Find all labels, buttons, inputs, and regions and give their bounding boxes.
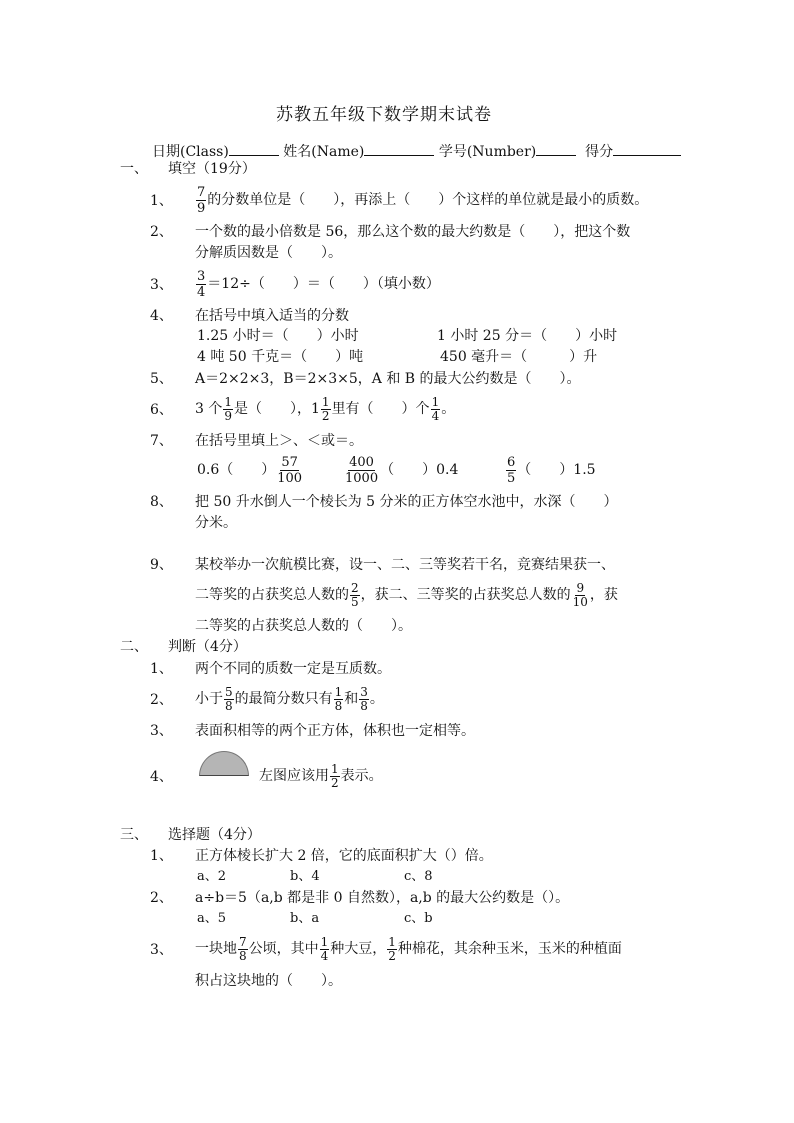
semicircle-figure <box>199 751 249 776</box>
name-label: 姓名(Name) <box>283 144 365 160</box>
question-3-3-line2: 积占这块地的（ ）。 <box>195 973 342 989</box>
option-c[interactable]: c、8 <box>404 869 433 884</box>
question-3-1: 正方体棱长扩大 2 倍，它的底面积扩大（）倍。 <box>195 848 493 864</box>
question-number: 1、 <box>150 661 173 677</box>
number-label: 学号(Number) <box>438 144 537 160</box>
question-1-4: 在括号中填入适当的分数 <box>195 308 349 324</box>
question-1-1: $\frac{7}{9}$ 的分数单位是（ ），再添上（ ）个这样的单位就是最小的质数。 <box>197 184 649 216</box>
question-number: 3、 <box>150 723 173 739</box>
section-2-number: 二、 <box>120 639 148 655</box>
question-1-4-b: 1 小时 25 分＝（ ）小时 <box>437 328 618 344</box>
question-number: 5、 <box>150 371 173 387</box>
header-info <box>152 141 681 161</box>
date-label: 日期(Class) <box>152 144 229 160</box>
question-number: 3、 <box>150 277 173 293</box>
question-number: 8、 <box>150 494 173 510</box>
question-number: 1、 <box>150 193 173 209</box>
option-b[interactable]: b、4 <box>290 869 320 884</box>
option-a[interactable]: a、2 <box>197 869 227 884</box>
question-number: 2、 <box>150 890 173 906</box>
question-2-3: 表面积相等的两个正方体，体积也一定相等。 <box>195 723 475 739</box>
question-number: 9、 <box>150 557 173 573</box>
date-field[interactable] <box>229 141 279 156</box>
question-number: 4、 <box>150 769 173 785</box>
question-1-9-line1: 某校举办一次航模比赛，设一、二、三等奖若干名，竞赛结果获一、 <box>195 557 615 573</box>
question-2-1: 两个不同的质数一定是互质数。 <box>195 661 391 677</box>
question-2-4: 左图应该用 $\frac{1}{2}$ 表示。 <box>259 761 383 790</box>
question-number: 3、 <box>150 942 173 958</box>
question-1-8-line2: 分米。 <box>195 515 237 531</box>
question-number: 7、 <box>150 433 173 449</box>
option-a[interactable]: a、5 <box>197 911 227 926</box>
question-1-4-d: 450 毫升＝（ ）升 <box>440 349 598 365</box>
question-number: 2、 <box>150 224 173 240</box>
fraction: $\frac{7}{9}$ <box>197 184 206 216</box>
question-1-9-line2: 二等奖的占获奖总人数的 $\frac{2}{5}$ ，获二、三等奖的占获奖总人数的 $\frac{9}{10}$ ，获 <box>195 580 618 609</box>
question-number: 2、 <box>150 692 173 708</box>
number-field[interactable] <box>536 141 576 156</box>
question-1-7-b: $\frac{400}{1000}$ （ ）0.4 <box>345 454 459 486</box>
question-1-7: 在括号里填上＞、＜或＝。 <box>195 433 363 449</box>
question-3-2: a÷b＝5（a,b 都是非 0 自然数），a,b 的最大公约数是（）。 <box>195 890 570 906</box>
question-number: 1、 <box>150 848 173 864</box>
question-1-7-a: 0.6（ ） $\frac{57}{100}$ <box>197 454 303 486</box>
question-1-6: 3 个 $\frac{1}{9}$ 是（ ），1 $\frac{1}{2}$ 里有（ ）个 $\frac{1}{4}$ 。 <box>195 394 456 423</box>
page-title: 苏教五年级下数学期末试卷 <box>276 105 492 125</box>
section-3-title: 选择题（4分） <box>168 827 261 843</box>
question-2-2: 小于 $\frac{5}{8}$ 的最简分数只有 $\frac{1}{8}$ 和 $\frac{3}{8}$ 。 <box>195 684 384 713</box>
question-3-3-line1: 一块地 $\frac{7}{8}$ 公顷，其中 $\frac{1}{4}$ 种大豆， $\frac{1}{2}$ 种棉花，其余种玉米，玉米的种植面 <box>195 934 622 963</box>
question-1-3: $\frac{3}{4}$ ＝12÷（ ）＝（ ）（填小数） <box>197 268 440 300</box>
question-1-8-line1: 把 50 升水倒人一个棱长为 5 分米的正方体空水池中，水深（ ） <box>195 494 618 510</box>
option-c[interactable]: c、b <box>404 911 433 926</box>
section-1-title: 填空（19分） <box>168 161 256 177</box>
question-number: 6、 <box>150 402 173 418</box>
section-2-title: 判断（4分） <box>168 639 247 655</box>
score-field[interactable] <box>613 141 681 156</box>
option-b[interactable]: b、a <box>290 911 320 926</box>
question-1-4-a: 1.25 小时＝（ ）小时 <box>197 328 359 344</box>
question-1-4-c: 4 吨 50 千克＝（ ）吨 <box>197 349 364 365</box>
name-field[interactable] <box>364 141 434 156</box>
score-label: 得分 <box>585 144 614 160</box>
question-1-2-line2: 分解质因数是（ ）。 <box>195 245 342 261</box>
question-1-5: A＝2×2×3，B＝2×3×5，A 和 B 的最大公约数是（ ）。 <box>195 371 581 387</box>
section-3-number: 三、 <box>120 827 148 843</box>
question-1-7-c: $\frac{6}{5}$ （ ）1.5 <box>507 454 596 486</box>
question-1-9-line3: 二等奖的占获奖总人数的（ ）。 <box>195 618 412 634</box>
question-1-2-line1: 一个数的最小倍数是 56，那么这个数的最大约数是（ ），把这个数 <box>195 224 631 240</box>
section-1-number: 一、 <box>120 161 148 177</box>
question-number: 4、 <box>150 308 173 324</box>
